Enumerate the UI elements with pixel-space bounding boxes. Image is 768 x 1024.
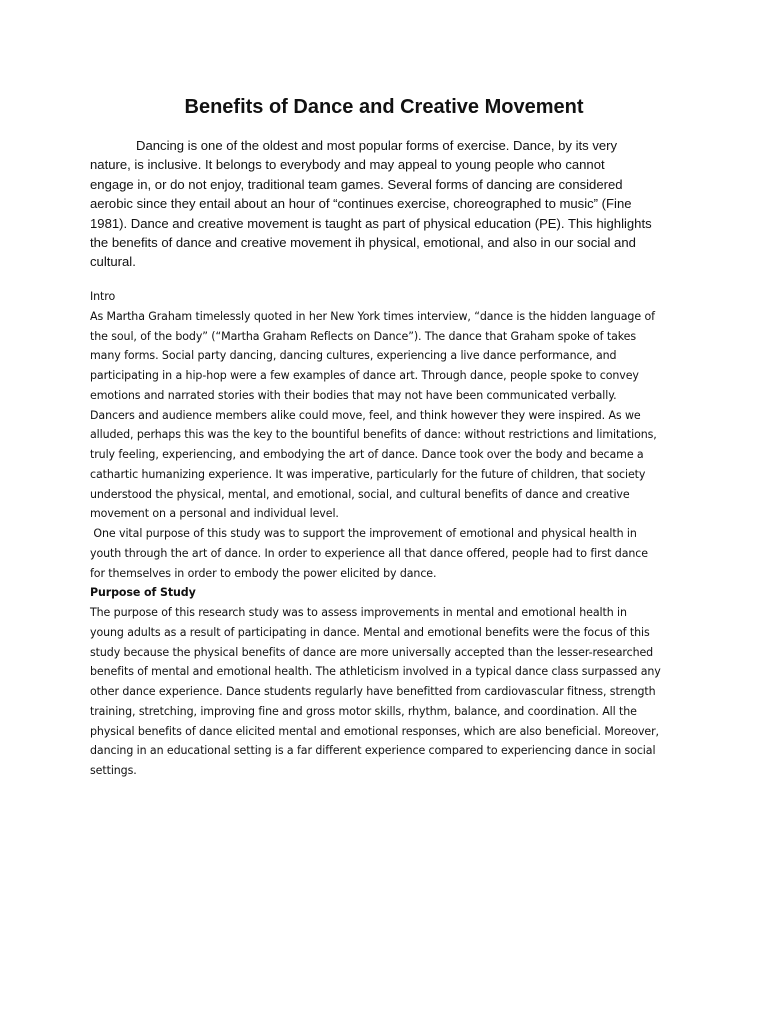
- purpose-line: physical benefits of dance elicited mental and emotional responses, which are also beneficial. Moreover,: [90, 724, 659, 738]
- intro-line: understood the physical, mental, and emotional, social, and cultural benefits of dance and creative: [90, 487, 630, 501]
- intro-line: many forms. Social party dancing, dancing cultures, experiencing a live dance performance, and: [90, 349, 617, 363]
- intro-paragraph: [90, 136, 690, 272]
- paragraph-line: aerobic since they entail about an hour of “continues exercise, choreographed to music” (Fine: [90, 196, 632, 212]
- intro-line: participating in a hip-hop were a few examples of dance art. Through dance, people spoke to convey: [90, 369, 639, 382]
- study-line: One vital purpose of this study was to support the improvement of emotional and physical health in: [90, 527, 637, 540]
- intro-line: movement on a personal and individual level.: [90, 507, 339, 521]
- study-line: for themselves in order to embody the power elicited by dance.: [90, 566, 437, 580]
- body-text: [90, 287, 690, 781]
- intro-line: cathartic humanizing experience. It was imperative, particularly for the future of children, that society: [90, 467, 646, 481]
- paragraph-line: Dancing is one of the oldest and most popular forms of exercise. Dance, by its very: [136, 138, 618, 153]
- purpose-line: training, stretching, improving fine and gross motor skills, rhythm, balance, and coordination. All the: [90, 704, 637, 718]
- intro-line: emotions and narrated stories with their bodies that may not have been communicated verbally.: [90, 388, 617, 402]
- intro-line: truly feeling, experiencing, and embodying the art of dance. Dance took over the body and became a: [90, 448, 644, 461]
- purpose-line: The purpose of this research study was to assess improvements in mental and emotional health in: [90, 606, 627, 619]
- intro-heading: Intro: [90, 290, 116, 303]
- intro-line: Dancers and audience members alike could move, feel, and think however they were inspired. As we: [90, 408, 641, 422]
- purpose-line: young adults as a result of participating in dance. Mental and emotional benefits were the focus of this: [90, 625, 650, 639]
- purpose-line: study because the physical benefits of dance are more universally accepted than the lesser-researched: [90, 645, 654, 659]
- purpose-line: other dance experience. Dance students regularly have benefitted from cardiovascular fitness, strength: [90, 685, 656, 698]
- intro-line: As Martha Graham timelessly quoted in her New York times interview, “dance is the hidden language of: [90, 309, 655, 323]
- paragraph-line: cultural.: [90, 254, 136, 270]
- study-line: youth through the art of dance. In order to experience all that dance offered, people had to first dance: [90, 546, 648, 560]
- paragraph-line: nature, is inclusive. It belongs to everybody and may appeal to young people who cannot: [90, 157, 605, 173]
- paragraph-line: the benefits of dance and creative movement ih physical, emotional, and also in our social and: [90, 234, 636, 250]
- purpose-line: dancing in an educational setting is a far different experience compared to experiencing dance in social: [90, 744, 656, 758]
- document-title: Benefits of Dance and Creative Movement: [184, 96, 584, 118]
- purpose-heading: Purpose of Study: [90, 586, 196, 600]
- paragraph-line: 1981). Dance and creative movement is taught as part of physical education (PE). This highlights: [90, 215, 652, 231]
- purpose-line: settings.: [90, 764, 137, 777]
- intro-line: alluded, perhaps this was the key to the bountiful benefits of dance: without restrictions and limitations,: [90, 428, 657, 442]
- intro-line: the soul, of the body” (“Martha Graham Reflects on Dance”). The dance that Graham spoke of takes: [90, 329, 637, 343]
- purpose-line: benefits of mental and emotional health. The athleticism involved in a typical dance class surpassed any: [90, 665, 661, 679]
- paragraph-line: engage in, or do not enjoy, traditional team games. Several forms of dancing are considered: [90, 176, 623, 192]
